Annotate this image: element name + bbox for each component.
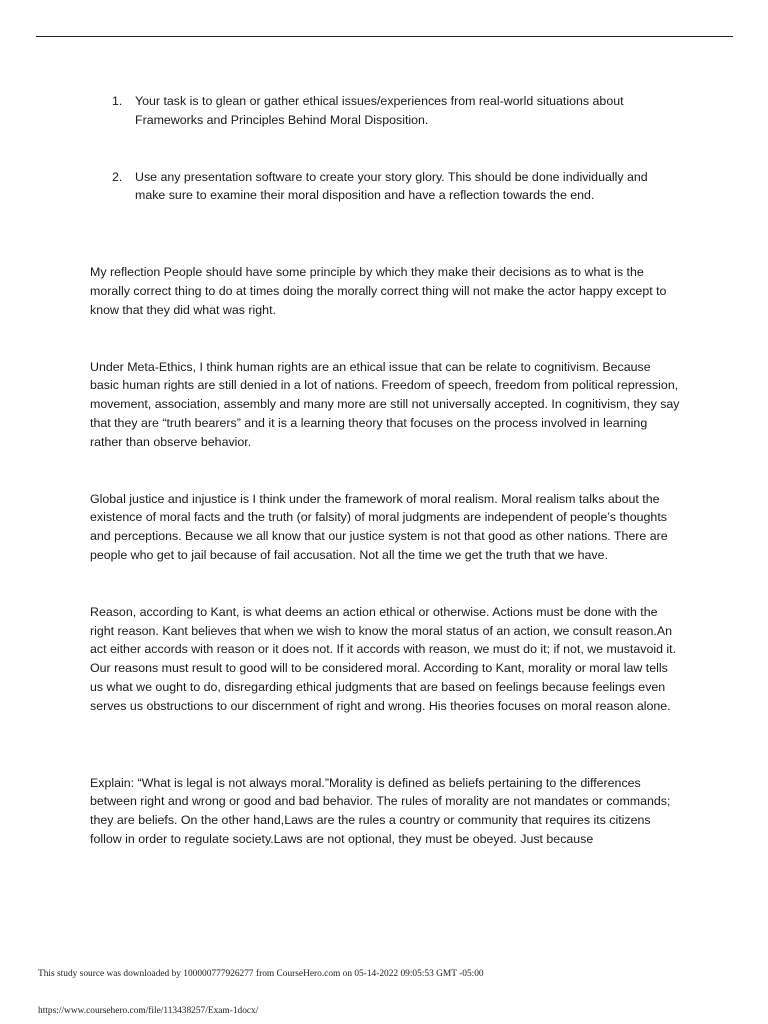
task-number: 1.: [112, 94, 123, 108]
task-item: [90, 92, 680, 130]
kant-paragraph: Reason, according to Kant, is what deems an action ethical or otherwise. Actions must be done with the right reason. Kant believes that when we wish to know the moral status of an action, we consult reason.An act either accords with reason or it does not. If it accords with reason, we must do it; if not, we mustavoid it. Our reasons must result to good will to be considered moral. According to Kant, morality or moral law tells us what we ought to do, disregarding ethical judgments that are based on feelings because feelings even serves us obstructions to our discernment of right and wrong. His theories focuses on moral reason alone.: [90, 604, 677, 713]
download-source-note: This study source was downloaded by 100000777926277 from CourseHero.com on 05-14-2022 09:05:53 GMT -05:00: [38, 969, 484, 979]
task-text: Use any presentation software to create your story glory. This should be done individually and make sure to examine their moral disposition and have a reflection towards the end.: [135, 169, 648, 203]
task-number: 2.: [112, 169, 123, 184]
task-text: Your task is to glean or gather ethical issues/experiences from real-world situations about Frameworks and Principles Behind Moral Disposition.: [135, 94, 624, 127]
meta-ethics-paragraph: Under Meta-Ethics, I think human rights are an ethical issue that can be relate to cognitivism. Because basic human rights are still denied in a lot of nations. Freedom of speech, freedom from political repression, movement, association, assembly and many more are still not universally accepted. In cognitivism, they say that they are “truth bearers” and it is a learning theory that focuses on the process involved in learning rather than observe behavior.: [90, 359, 680, 449]
document-body: [90, 92, 680, 849]
justice-paragraph: Global justice and injustice is I think under the framework of moral realism. Moral realism talks about the existence of moral facts and the truth (or falsity) of moral judgments are independent of people’s thoughts and perceptions. Because we all know that our justice system is not that good as other nations. There are people who get to jail because of fail accusation. Not all the time we get the truth that we have.: [90, 491, 668, 562]
task-item: [90, 168, 680, 206]
explain-paragraph: Explain: “What is legal is not always moral.”Morality is defined as beliefs pertaining to the differences between right and wrong or good and bad behavior. The rules of morality are not mandates or commands; they are beliefs. On the other hand,Laws are the rules a country or community that requires its citizens follow in order to regulate society.Laws are not optional, they must be obeyed. Just because: [90, 775, 671, 846]
source-url: https://www.coursehero.com/file/113438257/Exam-1docx/: [38, 1006, 259, 1016]
header-rule: [36, 36, 733, 37]
reflection-paragraph: My reflection People should have some principle by which they make their decisions as to what is the morally correct thing to do at times doing the morally correct thing will not make the actor happy except to know that they did what was right.: [90, 265, 667, 317]
task-list: [90, 92, 680, 205]
